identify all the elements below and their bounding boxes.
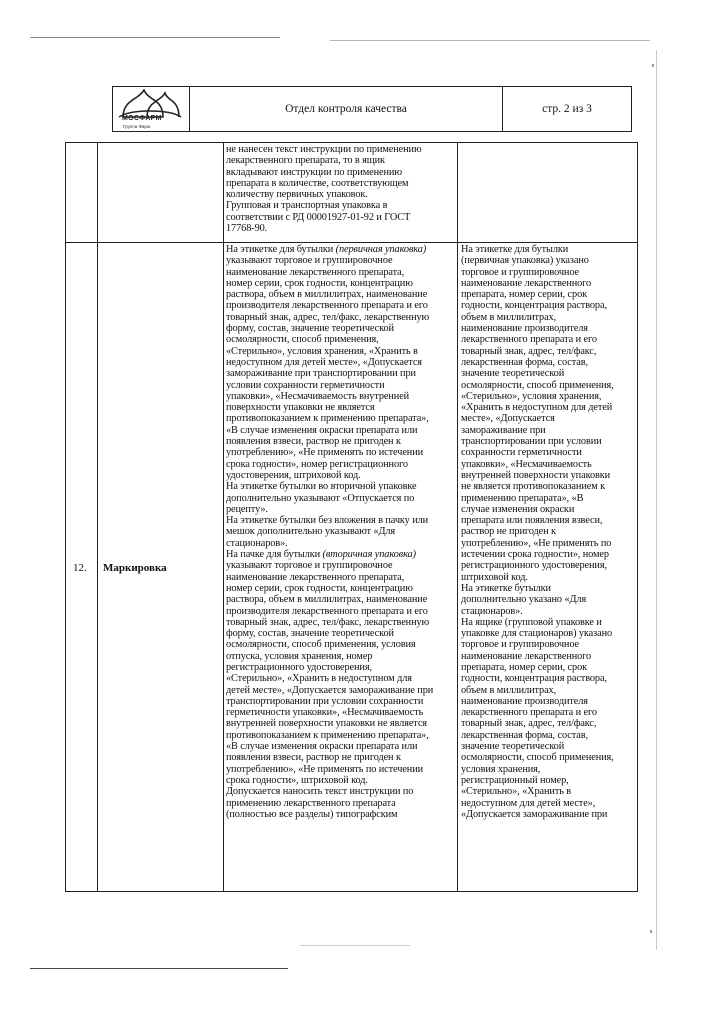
row-divider [66, 242, 637, 243]
requirement-body-1: указывают торговое и группировочное наименование лекарственного препарата, номер серии, срок годности, концентрацию раствора, объем в миллилитрах, наименование производителя лекарственного препарата и его товарный знак, адрес, тел/факс, лекарственную форму, состав, значение теоретической осмолярности, способ применения, «Стерильно», условия хранения, «Хранить в недоступном для детей месте», «Допускается замораживание при транспортировании при условии сохранности герметичности упаковки», «Несмачиваемость внутренней поверхности упаковки не является противопоказанием к применению препарата», «В случае изменения окраски препарата или появления взвеси, раствор не пригоден к употреблению», «Не применять по истечении срока годности», номер регистрационного удостоверения, штриховой код. На этикетке бутылки во вторичной упаковке дополнительно указывают «Отпускается по рецепту». На этикетке бутылки без вложения в пачку или мешок дополнительно указывают «Для стационаров». На пачке для бутылки [226, 255, 430, 561]
scan-artifact-top-line [30, 37, 280, 38]
column-divider [457, 143, 458, 891]
row-number: 12. [73, 562, 87, 574]
scan-speck [650, 930, 652, 933]
logo-cell [113, 87, 190, 131]
page-number: стр. 2 из 3 [542, 103, 592, 115]
document-header [112, 86, 632, 132]
result-text: На этикетке для бутылки (первичная упаковка) указано торговое и группировочное наименование лекарственного препарата, номер серии, срок годности, концентрация раствора, объем в миллилитрах, наименование производителя лекарственного препарата и его товарный знак, адрес, тел/факс, лекарственная форма, состав, значение теоретической осмолярности, способ применения, «Стерильно», условия хранения, «Хранить в недоступном для детей месте», «Допускается замораживание при транспортировании при условии сохранности герметичности упаковки», «Несмачиваемость внутренней поверхности упаковки не является противопоказанием к применению препарата», «В случае изменения окраски препарата или появления взвеси, раствор не пригоден к употреблению», «Не применять по истечении срока годности», номер регистрационного удостоверения, штриховой код. На этикетке бутылки дополнительно указано «Для стационаров». На ящике (групповой упаковке и упаковке для стационаров) указано торговое и группировочное наименование лекарственного препарата, номер серии, срок годности, концентрация раствора, объем в миллилитрах, наименование производителя лекарственного препарата и его товарный знак, адрес, тел/факс, лекарственная форма, состав, значение теоретической осмолярности, способ применения, условия хранения, регистрационный номер, «Стерильно», «Хранить в недоступном для детей месте», «Допускается замораживание при [461, 244, 614, 820]
scan-artifact-bottom-dots [300, 945, 410, 946]
requirement-lead-italic: (первичная упаковка) [335, 244, 427, 255]
department-title: Отдел контроля качества [190, 87, 503, 131]
column-divider [223, 143, 224, 891]
scan-artifact-right-edge [656, 50, 657, 950]
row-name: Маркировка [103, 562, 167, 574]
logo-subtitle: Группа Фарм [123, 124, 151, 129]
requirement-text [226, 244, 456, 820]
requirement-body-2: указывают торговое и группировочное наименование лекарственного препарата, номер серии, срок годности, концентрацию раствора, объем в миллилитрах, наименование производителя лекарственного препарата и его товарный знак, адрес, тел/факс, лекарственную форму, состав, значение теоретической осмолярности, способ применения, условия отпуска, условия хранения, номер регистрационного удостоверения, «Стерильно», «Хранить в недоступном для детей месте», «Допускается замораживание при транспортировании при условии сохранности герметичности упаковки», «Несмачиваемость внутренней поверхности упаковки не является противопоказанием к применению препарата», «В случае изменения окраски препарата или появления взвеси, раствор не пригоден к употреблению», «Не применять по истечении срока годности», штриховой код. Допускается наносить текст инструкции по применению лекарственного препарата (полностью все разделы) типографским [226, 560, 434, 820]
requirement-mid-italic: (вторичная упаковка) [322, 549, 416, 561]
continued-requirement-text: не нанесен текст инструкции по применению лекарственного препарата, то в ящик вкладывают инструкции по применению препарата в количестве, соответствующем количеству первичных упаковок. Групповая и транспортная упаковка в соответствии с РД 00001927-01-92 и ГОСТ 17768-90. [226, 144, 422, 235]
scan-speck [652, 64, 654, 67]
requirement-lead: На этикетке для бутылки [226, 244, 336, 255]
scan-artifact-bottom-line [30, 968, 288, 969]
quality-spec-table [65, 142, 638, 892]
scan-artifact-top-line-2 [330, 40, 650, 41]
column-divider [97, 143, 98, 891]
logo-name: МОСФАРМ [122, 115, 162, 122]
